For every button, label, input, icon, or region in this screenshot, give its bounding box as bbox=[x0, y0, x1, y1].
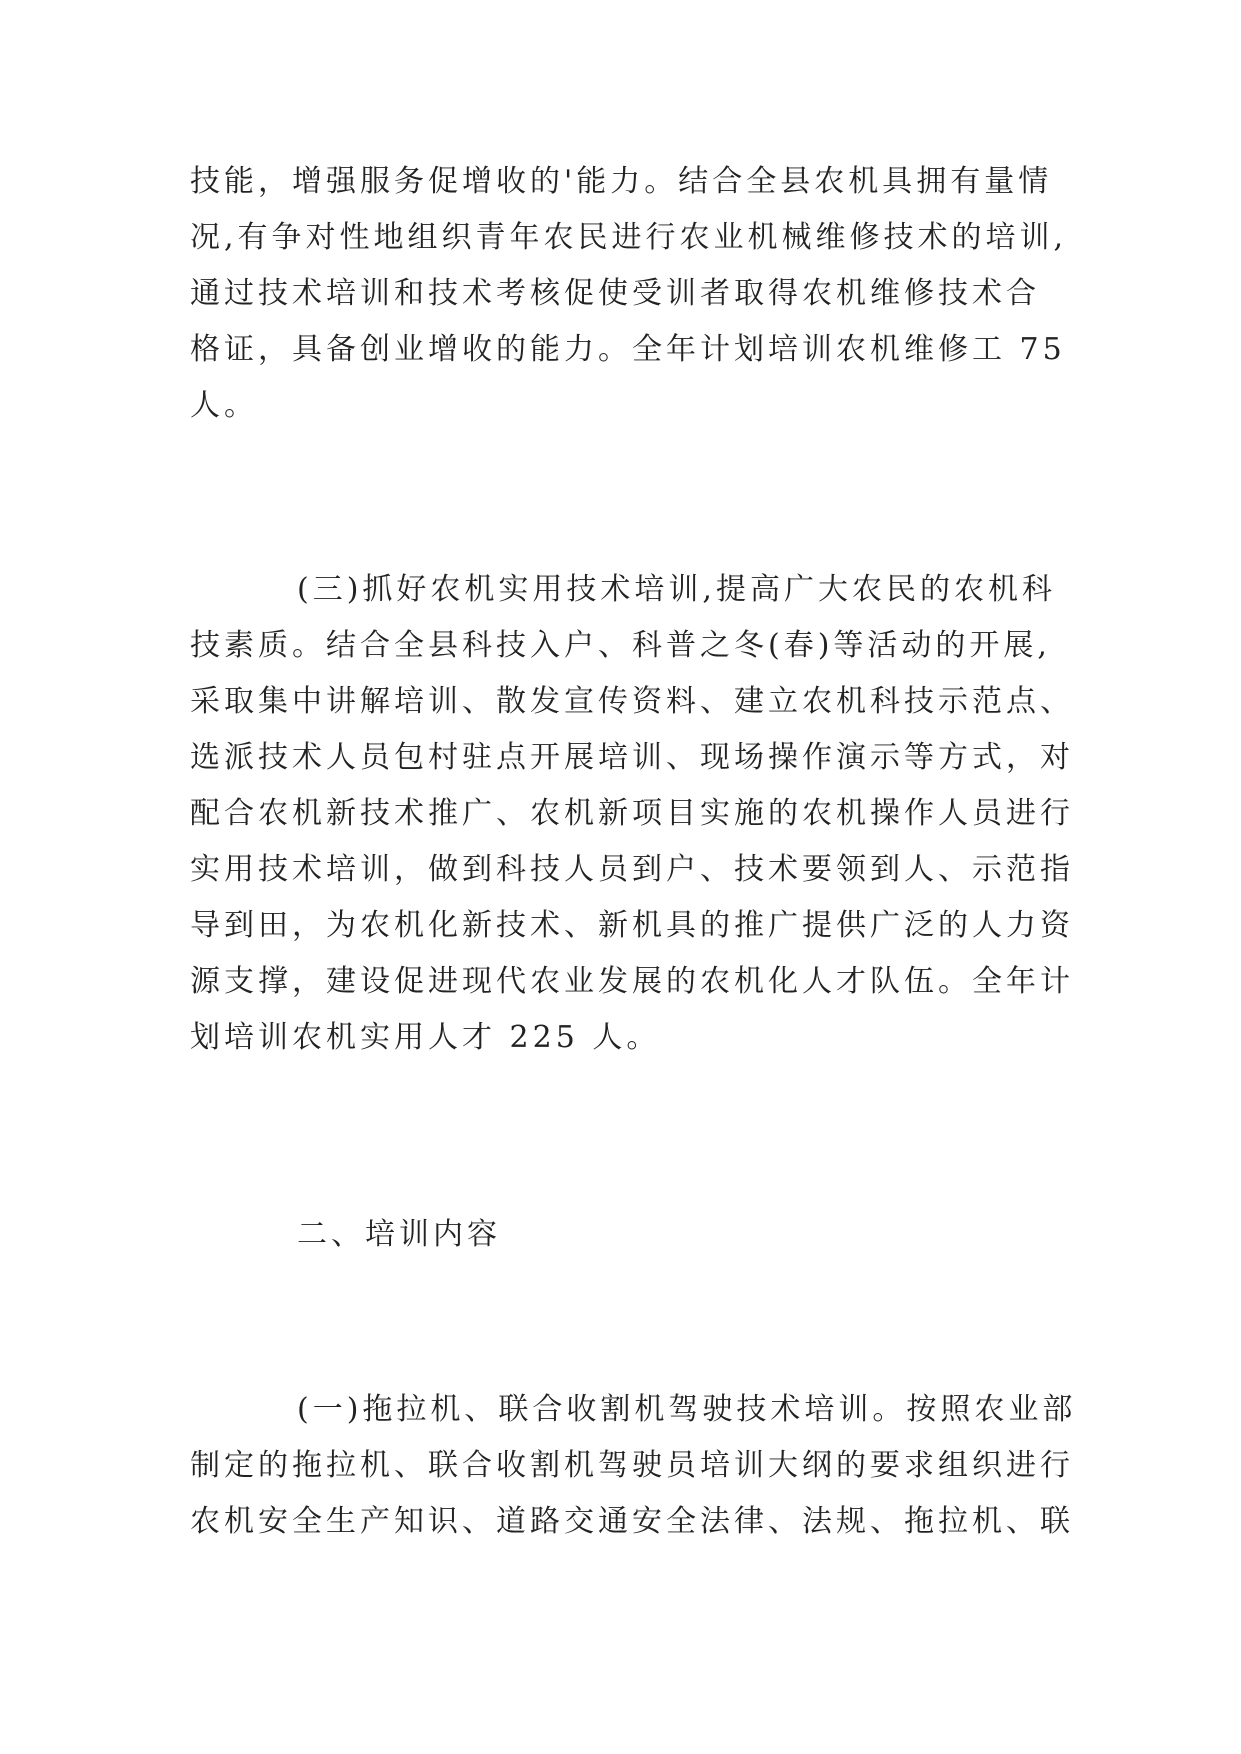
text-line: 况,有争对性地组织青年农民进行农业机械维修技术的培训, bbox=[190, 220, 1068, 255]
text-line: 技素质。结合全县科技入户、科普之冬(春)等活动的开展, bbox=[190, 628, 1051, 663]
text-line: 农机安全生产知识、道路交通安全法律、法规、拖拉机、联 bbox=[190, 1504, 1074, 1539]
paragraph-driving-training bbox=[190, 1382, 1077, 1550]
text-line: 技能，增强服务促增收的'能力。结合全县农机具拥有量情 bbox=[190, 164, 1053, 199]
paragraph-mechanic-training bbox=[190, 154, 1070, 434]
paragraph-practical-technology-training bbox=[190, 562, 1074, 1066]
section-heading: 二、培训内容 bbox=[297, 1217, 501, 1252]
text-line: 实用技术培训，做到科技人员到户、技术要领到人、示范指 bbox=[190, 852, 1074, 887]
text-line: 采取集中讲解培训、散发宣传资料、建立农机科技示范点、 bbox=[190, 684, 1074, 719]
text-line-indented: (三)抓好农机实用技术培训,提高广大农民的农机科 bbox=[297, 572, 1056, 607]
text-line: 源支撑，建设促进现代农业发展的农机化人才队伍。全年计 bbox=[190, 964, 1074, 999]
text-line: 配合农机新技术推广、农机新项目实施的农机操作人员进行 bbox=[190, 796, 1074, 831]
text-line: 通过技术培训和技术考核促使受训者取得农机维修技术合 bbox=[190, 276, 1040, 311]
text-line: 人。 bbox=[190, 388, 258, 423]
text-line: 格证，具备创业增收的能力。全年计划培训农机维修工 75 bbox=[190, 332, 1066, 367]
text-line-indented: (一)拖拉机、联合收割机驾驶技术培训。按照农业部 bbox=[297, 1392, 1077, 1427]
section-heading-block bbox=[190, 1207, 1070, 1263]
text-line: 导到田，为农机化新技术、新机具的推广提供广泛的人力资 bbox=[190, 908, 1074, 943]
text-line: 选派技术人员包村驻点开展培训、现场操作演示等方式，对 bbox=[190, 740, 1074, 775]
text-line: 制定的拖拉机、联合收割机驾驶员培训大纲的要求组织进行 bbox=[190, 1448, 1074, 1483]
text-line: 划培训农机实用人才 225 人。 bbox=[190, 1020, 661, 1055]
